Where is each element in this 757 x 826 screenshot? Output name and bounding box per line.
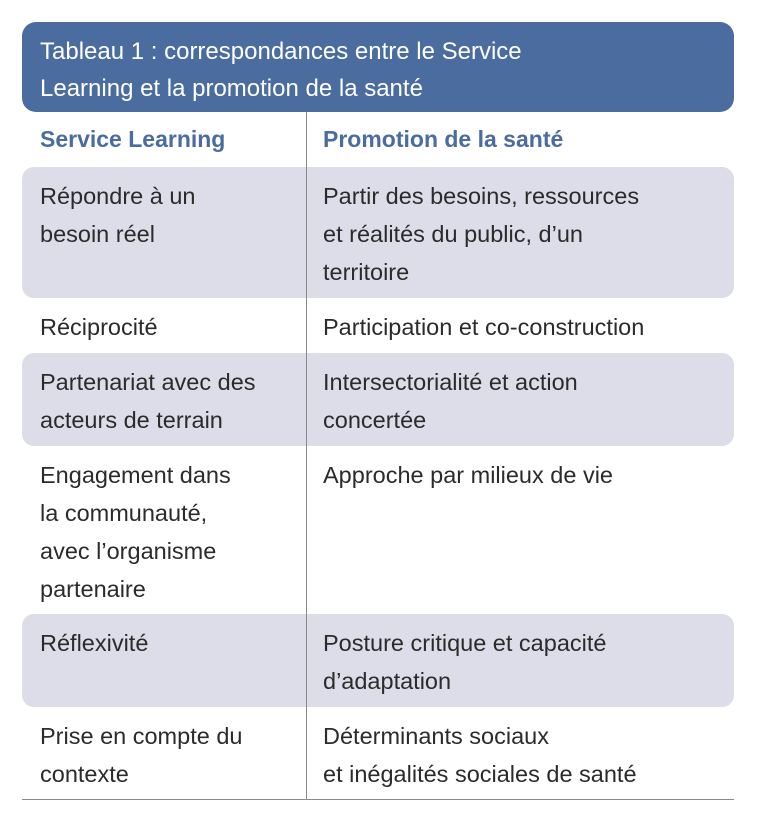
table-row	[22, 614, 734, 707]
cell-promotion-sante: Déterminants sociaux et inégalités sociales de santé	[323, 723, 637, 787]
cell-service-learning: Réflexivité	[40, 630, 149, 656]
cell-service-learning: Partenariat avec des acteurs de terrain	[40, 369, 256, 433]
table-bottom-rule	[22, 799, 734, 800]
cell-service-learning: Répondre à un besoin réel	[40, 183, 196, 247]
column-header-promotion-sante: Promotion de la santé	[323, 126, 564, 152]
table-row	[22, 167, 734, 298]
table-title-bar	[22, 22, 734, 112]
column-divider	[306, 112, 307, 800]
cell-promotion-sante: Participation et co-construction	[323, 314, 645, 340]
correspondence-table	[22, 22, 734, 800]
table-row	[22, 707, 734, 800]
cell-promotion-sante: Partir des besoins, ressources et réalités du public, d’un territoire	[323, 183, 640, 285]
cell-promotion-sante: Intersectorialité et action concertée	[323, 369, 578, 433]
table-row	[22, 298, 734, 353]
cell-service-learning: Réciprocité	[40, 314, 158, 340]
cell-service-learning: Prise en compte du contexte	[40, 723, 243, 787]
cell-promotion-sante: Approche par milieux de vie	[323, 462, 613, 488]
table-row	[22, 353, 734, 446]
table-title: Tableau 1 : correspondances entre le Service Learning et la promotion de la santé	[40, 38, 522, 102]
cell-service-learning: Engagement dans la communauté, avec l’organisme partenaire	[40, 462, 231, 602]
table-body	[22, 167, 734, 800]
table-row	[22, 446, 734, 614]
cell-promotion-sante: Posture critique et capacité d’adaptation	[323, 630, 607, 694]
column-header-service-learning: Service Learning	[40, 126, 226, 152]
table-header-row	[22, 112, 734, 167]
